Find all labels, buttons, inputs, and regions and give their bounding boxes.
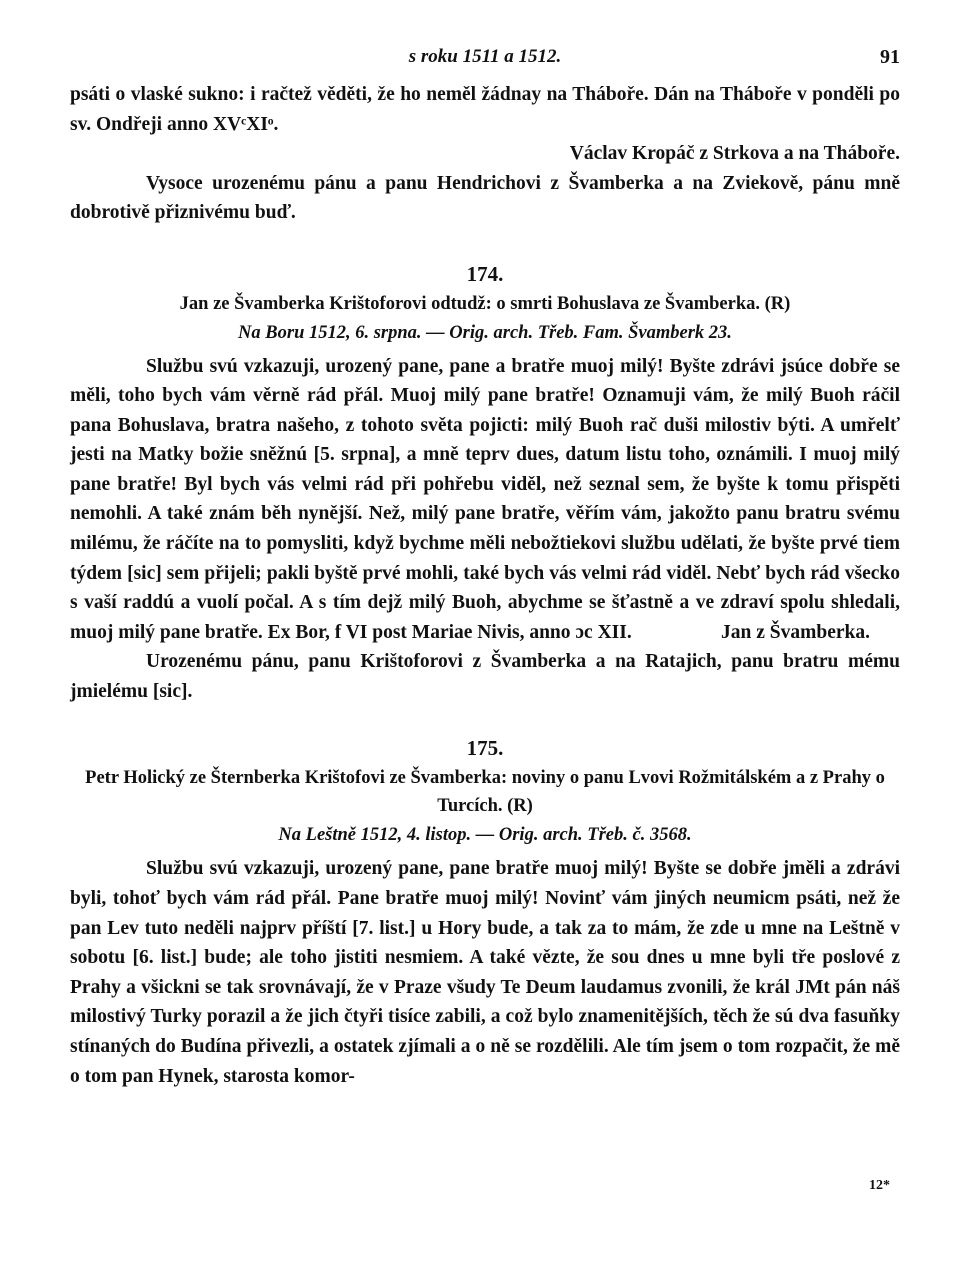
intro-signature: Václav Kropáč z Strkova a na Tháboře. [569,143,900,164]
letter-174-number: 174. [466,261,504,286]
letter-175-number: 175. [466,736,504,761]
letter-174-address: Urozenému pánu, panu Krištoforovi z Švamberka a na Ratajich, panu bratru mému jmielému [sic]. [70,651,900,702]
letter-175-dating: Na Leštně 1512, 4. listop. — Orig. arch. Třeb. č. 3568. [278,825,692,846]
intro-closing-text: psáti o vlaské sukno: i račtež věděti, že ho neměl žádnay na Tháboře. Dán na Tháboře v ponděli po sv. Ondřeji anno XVᶜXIᵒ. [70,84,900,135]
running-head: s roku 1511 a 1512. [408,46,562,67]
letter-174-body-text: Službu svú vzkazuji, urozený pane, pane a bratře muoj milý! Byšte zdrávi jsúce dobře se měli, toho bych vám věrně rád přál. Muoj milý pane bratře! Oznamuji vám, že milý Buoh ráčil pana Bohuslava, bratra našeho, z tohoto světa pojicti: milý Buoh rač duši milostiv býti. A umřelť jesti na Matky božie sněžnú [5. srpna], a mně teprv dues, datum listu toho, oznámili. I muoj milý pane bratře! Byl bych vás velmi rád při pohřebu viděl, než seznal sem, že byšte k tomu přispěti nemohli. A také znám běh nynější. Než, milý pane bratře, věřím vám, jakožto panu bratru svému milému, že ráčíte na to pomysliti, když bychme měli nebožtiekovi službu udělati, že byšte prvé tiem týdem [sic] sem přijeli; pakli byště prvé mohli, také bych vás velmi rád viděl. Nebť bych rád všecko s vaší raddú a vuolí počal. A s tím dejž milý Buoh, abychme se šťastně a ve zdraví spolu shledali, muoj milý pane bratře. Ex Bor, f VI post Mariae Nivis, anno ɔc XII. [70,355,900,643]
letter-174-dating: Na Boru 1512, 6. srpna. — Orig. arch. Třeb. Fam. Švamberk 23. [238,322,732,343]
letter-175-regest: Petr Holický ze Šternberka Krištofovi ze Švamberka: noviny o panu Lvovi Rožmitálském a z Prahy o Turcích. (R) [85,768,885,817]
letter-175-body: Službu svú vzkazuji, urozený pane, pane bratře muoj milý! Byšte se dobře jměli a zdrávi byli, tohoť bych vám rád přál. Pane bratře muoj milý! Novinť vám jiných neumicm psáti, než že pan Lev tuto neděli najprv příští [7. list.] u Hory bude, a tak za to mám, že zde u mne na Leštně v sobotu [6. list.] bude; ale toho jistiti nesmiem. A také vězte, že sou dnes u mne byli tře poslové z Prahy a všickni se tak srovnávají, že v Praze všudy Te Deum laudamus zvonili, že král JMt pán náš milostivý Turky porazil a že jich čtyři tisíce zabili, a což bylo znamenitějších, těch že sú dva fasuňky stínaných do Budína přivezli, a ostatek zjímali a o ně se rozdělili. Ale tím jsem o tom rozpačit, že mě o tom pan Hynek, starosta komor- [70,858,900,1087]
letter-174-regest: Jan ze Švamberka Krištoforovi odtudž: o smrti Bohuslava ze Švamberka. (R) [179,293,791,314]
letter-174-signature: Jan z Švamberka. [721,621,870,643]
signature-mark: 12* [869,1178,890,1193]
letter-174-body [70,352,900,648]
page-header [70,40,900,80]
document-page [70,40,900,1091]
intro-address: Vysoce urozenému pánu a panu Hendrichovi z Švamberka a na Zviekově, pánu mně dobrotivě přiznivému buď. [70,172,900,223]
page-number: 91 [880,46,900,68]
